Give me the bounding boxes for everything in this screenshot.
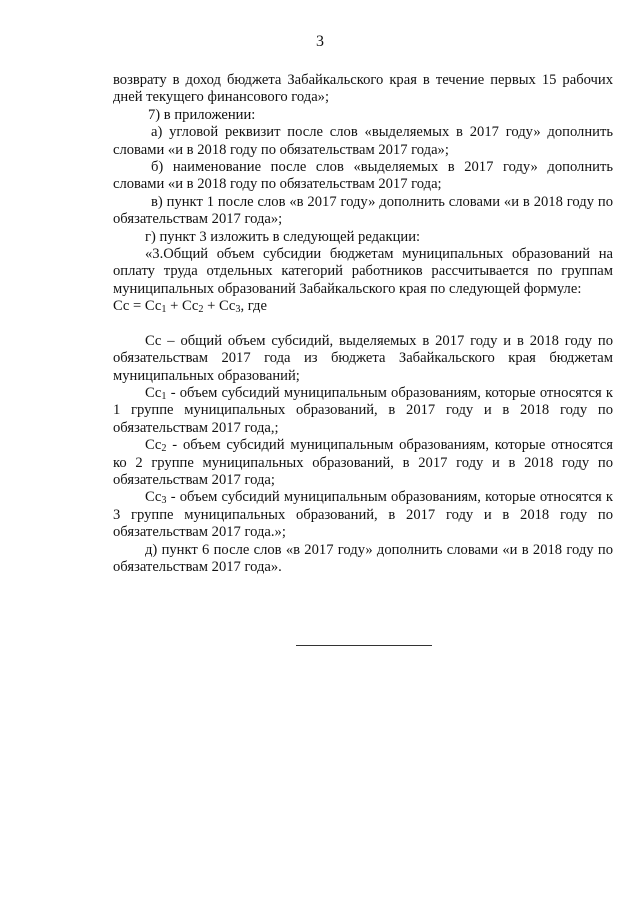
paragraph: возврату в доход бюджета Забайкальского края в течение первых 15 рабочих дней текущего финансового года»; [113,72,613,106]
paragraph: в) пункт 1 после слов «в 2017 году» дополнить словами «и в 2018 году по обязательствам 2017 года»; [113,193,613,228]
paragraph: «3.Общий объем субсидии бюджетам муниципальных образований на оплату труда отдельных категорий работников рассчитывается по группам муниципальных образований Забайкальского края по следующей формуле: [113,246,613,297]
paragraph: $Сс_2$ - объем субсидий муниципальным образованиям, которые относятся ко 2 группе муниципальных образований, в 2017 году и в 2018 году по обязательствам 2017 года; [113,437,613,488]
paragraph: $Сс_1$ - объем субсидий муниципальным образованиям, которые относятся к 1 группе муниципальных образований, в 2017 году и в 2018 году по обязательствам 2017 года,; [113,384,613,436]
paragraph: б) наименование после слов «выделяемых в 2017 году» дополнить словами «и в 2018 году по обязательствам 2017 года; [113,159,613,193]
end-separator-line [296,645,432,646]
paragraph: Сс – общий объем субсидий, выделяемых в 2017 году и в 2018 году по обязательствам 2017 года из бюджета Забайкальского края бюджетам муниципальных образований; [113,332,613,384]
paragraph: а) угловой реквизит после слов «выделяемых в 2017 году» дополнить словами «и в 2018 году по обязательствам 2017 года»; [113,124,613,158]
paragraph: Сс = $Сс_1 + Сс_2 + Сс_3$, где [113,298,267,316]
paragraph: $Сс_3$ - объем субсидий муниципальным образованиям, которые относятся к 3 группе муниципальных образований, в 2017 году и в 2018 году по обязательствам 2017 года.»; [113,489,613,541]
paragraph: г) пункт 3 изложить в следующей редакции: [145,228,421,245]
paragraph: д) пункт 6 после слов «в 2017 году» дополнить словами «и в 2018 году по обязательствам 2017 года». [113,541,613,575]
page-number: 3 [316,33,324,50]
paragraph: 7) в приложении: [148,106,256,123]
blank-line [113,316,613,333]
document-body [113,72,613,576]
